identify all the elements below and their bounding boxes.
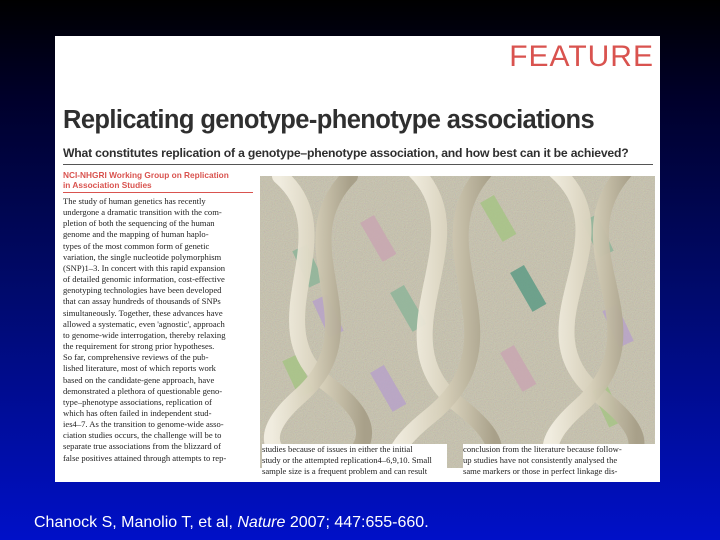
article-right-column: [463, 444, 655, 477]
text-line: simultaneously. Together, these advances have: [63, 307, 223, 318]
author-byline: [63, 170, 253, 193]
slide-citation: [34, 514, 429, 532]
text-line: So far, comprehensive reviews of the pub-: [63, 352, 209, 363]
section-tag: FEATURE: [509, 40, 654, 73]
text-line: type–phenotype associations, replication of: [63, 396, 212, 407]
author-line: in Association Studies: [63, 180, 152, 190]
text-line: to genome-wide interrogation, thereby relaxing: [63, 329, 226, 340]
text-line: genome and the mapping of human haplo-: [63, 229, 209, 240]
author-line: NCI-NHGRI Working Group on Replication: [63, 170, 229, 180]
article-body-column: [63, 196, 253, 464]
text-line: up studies have not consistently analysed the: [463, 455, 618, 466]
article-middle-column: [262, 444, 447, 477]
dna-helix-illustration: [260, 176, 655, 468]
text-line: conclusion from the literature because follow-: [463, 444, 622, 454]
text-line: based on the candidate-gene approach, have: [63, 374, 215, 385]
text-line: lished literature, most of which reports work: [63, 363, 216, 374]
article-standfirst: What constitutes replication of a genotype–phenotype association, and how best can it be achieved?: [63, 146, 629, 160]
citation-details: 2007; 447:655-660.: [285, 514, 429, 531]
text-line: sample size is a frequent problem and can result: [262, 466, 428, 477]
text-line: separate true associations from the blizzard of: [63, 441, 221, 452]
text-line: false positives attained through attempts to rep-: [63, 452, 227, 463]
text-line: study or the attempted replication4–6,9,10. Small: [262, 455, 432, 466]
text-line: studies because of issues in either the initial: [262, 444, 413, 454]
text-line: that can assay hundreds of thousands of SNPs: [63, 296, 221, 307]
text-line: same markers or those in perfect linkage dis-: [463, 466, 618, 477]
text-line: of detailed genomic information, cost-effective: [63, 274, 225, 285]
text-line: undergone a dramatic transition with the com-: [63, 207, 222, 218]
text-line: demonstrated a plethora of questionable geno-: [63, 385, 223, 396]
text-line: (SNP)1–3. In concert with this rapid expansion: [63, 262, 226, 273]
text-line: The study of human genetics has recently: [63, 196, 206, 206]
text-line: the requirement for strong prior hypotheses.: [63, 341, 215, 352]
dna-helix-graphic: [260, 176, 655, 468]
citation-authors: Chanock S, Manolio T, et al,: [34, 514, 238, 531]
text-line: which has often failed in independent stud-: [63, 407, 212, 418]
text-line: genotyping technologies have been developed: [63, 285, 222, 296]
text-line: pletion of both the sequencing of the human: [63, 218, 215, 229]
text-line: ies4–7. As the transition to genome-wide asso-: [63, 419, 224, 430]
citation-journal: Nature: [237, 514, 286, 531]
header-divider: [63, 164, 653, 165]
text-line: variation, the single nucleotide polymorphism: [63, 251, 222, 262]
byline-divider: [63, 192, 253, 193]
text-line: ciation studies occurs, the challenge will be to: [63, 430, 222, 441]
article-headline: Replicating genotype-phenotype associations: [63, 106, 595, 134]
article-page-image: [55, 36, 660, 482]
text-line: types of the most common form of genetic: [63, 240, 210, 251]
text-line: allowed a systematic, even 'agnostic', approach: [63, 318, 225, 329]
